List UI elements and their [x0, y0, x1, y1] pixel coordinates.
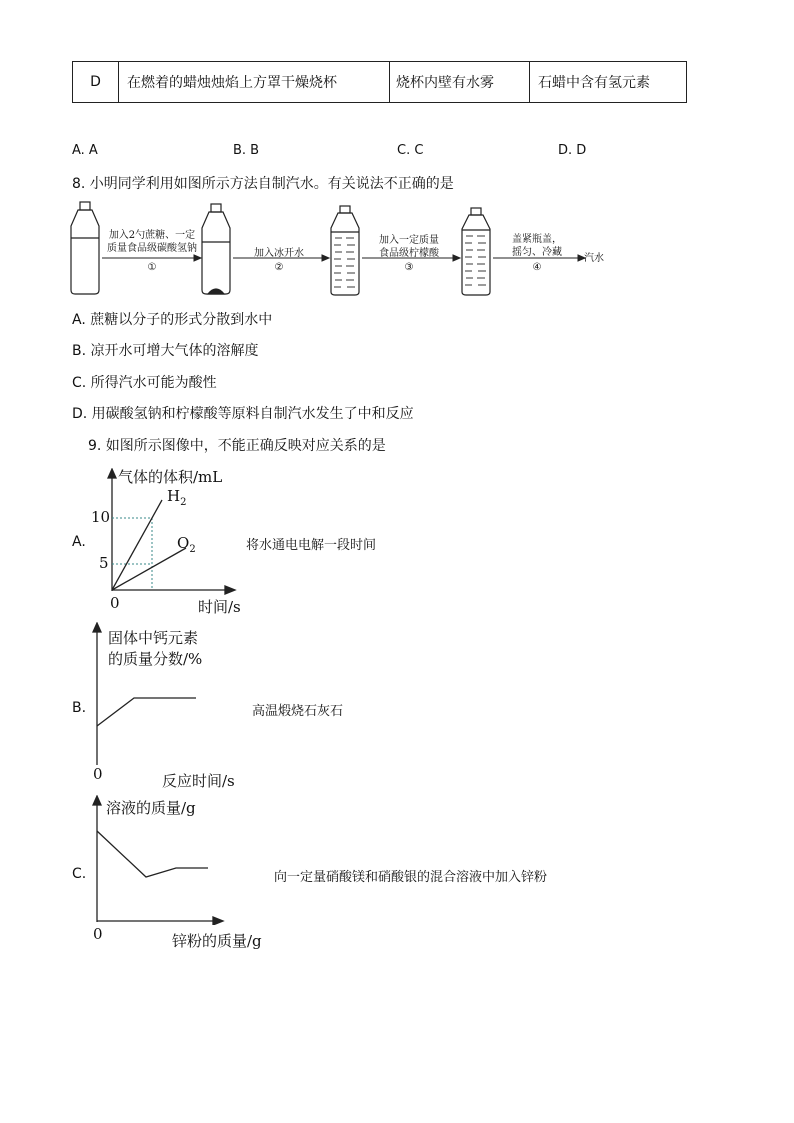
row-phenomenon: 烧杯内壁有水雾	[390, 62, 530, 103]
q8-option-b: B. 凉开水可增大气体的溶解度	[72, 343, 259, 359]
step-2-label: 加入冰开水	[254, 248, 304, 259]
product-label: 汽水	[584, 253, 604, 264]
step-1-number: ①	[147, 262, 157, 273]
bottle-icon	[71, 202, 99, 294]
graph-a-origin: 0	[110, 594, 120, 612]
graph-b-origin: 0	[93, 765, 103, 783]
y-axis-arrow-icon	[93, 623, 101, 632]
arrow-icon	[453, 255, 460, 261]
q8-option-a: A. 蔗糖以分子的形式分散到水中	[72, 312, 273, 328]
q9-option-a-label: A.	[72, 534, 86, 550]
q9-option-b-label: B.	[72, 700, 87, 716]
bottle-icon	[462, 208, 490, 295]
graph-a-xlabel: 时间/s	[198, 598, 241, 616]
q8-option-d: D. 用碳酸氢钠和柠檬酸等原料自制汽水发生了中和反应	[72, 406, 414, 422]
y-axis-arrow-icon	[108, 469, 116, 478]
graph-c-xlabel: 锌粉的质量/g	[172, 932, 262, 950]
graph-a-ytick-5: 5	[99, 554, 109, 572]
q8-option-c: C. 所得汽水可能为酸性	[72, 375, 217, 391]
o2-label: $O_2$	[177, 534, 196, 555]
solution-mass-line	[97, 831, 208, 877]
arrow-icon	[322, 255, 329, 261]
bottle-icon	[331, 206, 359, 295]
row-conclusion: 石蜡中含有氢元素	[530, 62, 687, 103]
graph-c-origin: 0	[93, 925, 103, 943]
q9-option-c-label: C.	[72, 866, 87, 882]
q7-option-c: C. C	[397, 143, 424, 158]
graph-b-ylabel-line2: 的质量分数/%	[108, 650, 203, 668]
step-4-label: 盖紧瓶盖， 摇匀、冷藏	[512, 234, 562, 258]
graph-a-ytick-10: 10	[91, 508, 111, 526]
h2-label: $H_2$	[167, 487, 187, 508]
graph-a-ylabel: 气体的体积/mL	[118, 468, 223, 486]
step-4-number: ④	[532, 262, 542, 273]
x-axis-arrow-icon	[225, 586, 235, 594]
table-row	[73, 62, 687, 103]
step-3-number: ③	[404, 262, 414, 273]
row-operation: 在燃着的蜡烛烛焰上方罩干燥烧杯	[119, 62, 390, 103]
q8-stem: 8. 小明同学利用如图所示方法自制汽水。有关说法不正确的是	[72, 176, 454, 192]
graph-b-desc: 高温煅烧石灰石	[252, 704, 344, 719]
q7-option-b: B. B	[233, 143, 260, 158]
row-label: D	[73, 62, 119, 103]
step-1-label: 加入2勺蔗糖、一定 质量食品级碳酸氢钠	[107, 230, 197, 254]
graph-c-desc: 向一定量硝酸镁和硝酸银的混合溶液中加入锌粉	[274, 870, 548, 885]
bottle-icon	[202, 204, 230, 294]
step-2-number: ②	[274, 262, 284, 273]
graph-a-desc: 将水通电电解一段时间	[246, 538, 377, 553]
graph-c-ylabel: 溶液的质量/g	[106, 799, 196, 817]
graph-b-xlabel: 反应时间/s	[162, 772, 235, 790]
graph-b-ylabel-line1: 固体中钙元素	[108, 629, 199, 647]
q7-option-d: D. D	[558, 143, 587, 158]
step-3-label: 加入一定质量 食品级柠檬酸	[379, 235, 439, 259]
y-axis-arrow-icon	[93, 796, 101, 805]
x-axis-arrow-icon	[213, 917, 223, 925]
q9-stem: 9. 如图所示图像中，不能正确反映对应关系的是	[88, 438, 386, 454]
q7-option-a: A. A	[72, 143, 98, 158]
calcium-fraction-line	[97, 698, 196, 726]
answer-table	[72, 61, 687, 103]
